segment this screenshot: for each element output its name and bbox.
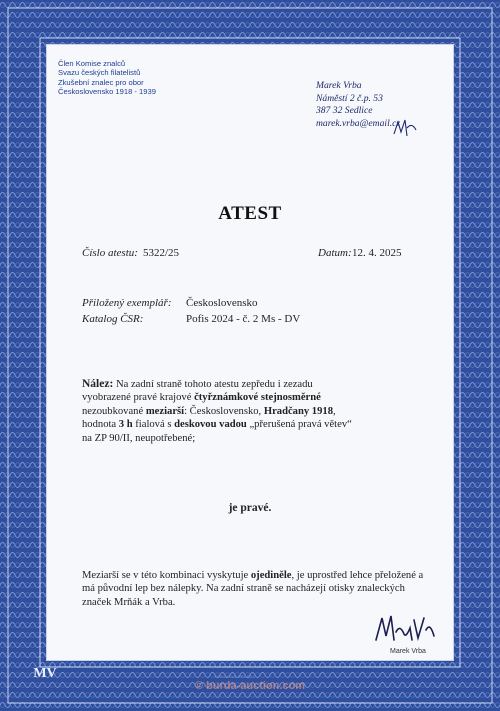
- certificate-number-value: 5322/25: [143, 247, 180, 259]
- committee-info: [58, 59, 156, 97]
- finding-text: fialová s: [132, 419, 175, 431]
- expert-name: Marek Vrba: [316, 80, 362, 91]
- finding-text: hodnota: [82, 419, 119, 431]
- small-signature-mark: [392, 118, 418, 138]
- finding-emphasis: deskovou vadou: [174, 419, 247, 431]
- committee-line: Člen Komise znalců: [58, 59, 126, 68]
- expert-address: [316, 80, 400, 130]
- finding-emphasis: 3 h: [118, 419, 133, 431]
- expert-city: 387 32 Sedlice: [316, 105, 373, 117]
- committee-line: Svazu českých filatelistů: [58, 68, 141, 78]
- note-emphasis: ojediněle: [250, 570, 292, 581]
- note-text: Meziarší se v této kombinaci vyskytuje: [82, 570, 251, 581]
- committee-line: Československo 1918 - 1939: [58, 87, 156, 97]
- finding-text: nezoubkované: [82, 405, 146, 417]
- expert-street: Náměstí 2 č.p. 53: [316, 92, 383, 104]
- expert-email: marek.vrba@email.cz: [316, 117, 401, 129]
- signature-printed-name: Marek Vrba: [390, 648, 426, 655]
- finding-text: ,: [333, 405, 336, 417]
- note-text: , je uprostřed lehce přeložené a má původní lep bez nálepky. Na zadní straně se nacházejí otisky znaleckých značek Mrňák a Vrba.: [82, 570, 424, 608]
- item-label: Přiložený exemplář:: [82, 297, 172, 309]
- finding-text: na ZP 90/II, neupotřebené;: [82, 432, 196, 444]
- printer-mark: TISKÁRNA HRADEC: [214, 674, 257, 679]
- date-value: 12. 4. 2025: [352, 247, 402, 259]
- catalog-value: Pofis 2024 - č. 2 Ms - DV: [186, 313, 301, 325]
- note-paragraph: [82, 569, 432, 609]
- finding-paragraph: [82, 378, 422, 445]
- verdict: je pravé.: [228, 502, 272, 514]
- certificate-title: ATEST: [218, 203, 282, 224]
- finding-emphasis: čtyřznámkové stejnosměrné: [194, 392, 321, 404]
- mv-logo: [30, 664, 60, 680]
- finding-emphasis: Hradčany 1918: [263, 405, 333, 417]
- finding-label: Nález:: [82, 378, 114, 390]
- finding-text: „přerušená pravá větev“: [246, 419, 352, 431]
- auction-watermark: © burda-auction.com: [194, 680, 306, 692]
- catalog-label: Katalog ČSR:: [82, 313, 144, 325]
- finding-text: vyobrazené pravé krajové: [82, 392, 195, 404]
- finding-text: Na zadní straně tohoto atestu zepředu i zezadu: [113, 379, 313, 390]
- finding-emphasis: meziarší: [145, 405, 185, 417]
- certificate-number-label: Číslo atestu:: [82, 247, 138, 259]
- committee-line: Zkušební znalec pro obor: [58, 77, 144, 87]
- mv-logo-text: MV: [33, 666, 57, 680]
- handwritten-signature: [372, 610, 442, 650]
- finding-text: : Československo,: [184, 405, 264, 417]
- date-label: Datum:: [318, 247, 352, 259]
- item-value: Československo: [186, 297, 258, 309]
